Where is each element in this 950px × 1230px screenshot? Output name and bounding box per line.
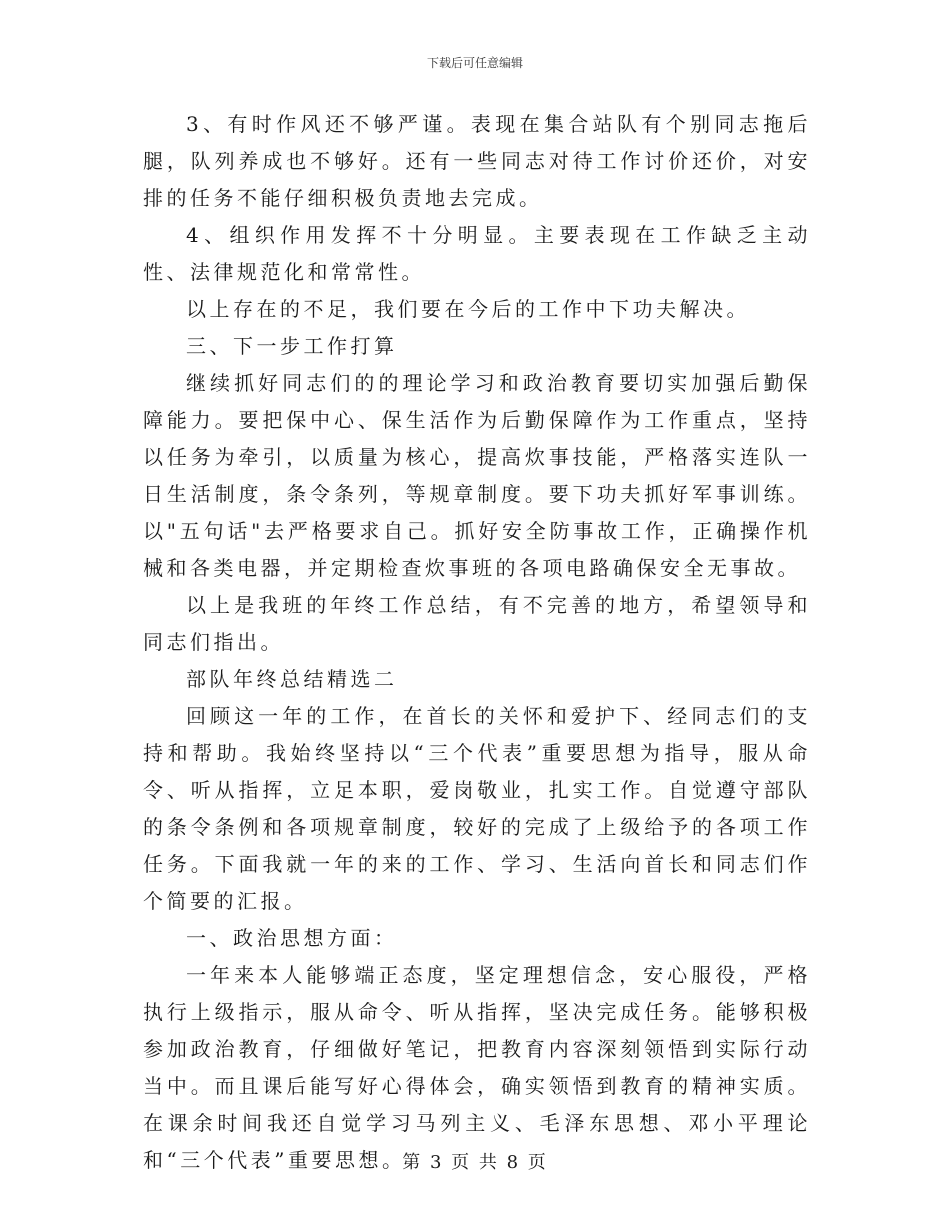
paragraph: 以上是我班的年终工作总结，有不完善的地方，希望领导和同志们指出。	[143, 593, 811, 654]
paragraph: 继续抓好同志们的的理论学习和政治教育要切实加强后勤保障能力。要把保中心、保生活作为后勤保障作为工作重点，坚持以任务为牵引，以质量为核心，提高炊事技能，严格落实连队一日生活制度，条令条列，等规章制度。要下功夫抓好军事训练。以"五句话"去严格要求自己。抓好安全防事故工作，正确操作机械和各类电器，并定期检查炊事班的各项电路确保安全无事故。	[143, 371, 811, 580]
article-title: 部队年终总结精选二	[186, 667, 398, 691]
document-body	[143, 106, 811, 1179]
page-number: 第 3 页 共 8 页	[402, 1152, 548, 1173]
paragraph: 回顾这一年的工作，在首长的关怀和爱护下、经同志们的支持和帮助。我始终坚持以“三个代表”重要思想为指导，服从命令、听从指挥，立足本职，爱岗敬业，扎实工作。自觉遵守部队的条令条例和各项规章制度，较好的完成了上级给予的各项工作任务。下面我就一年的来的工作、学习、生活向首长和同志们作个简要的汇报。	[143, 704, 811, 913]
paragraph: 一年来本人能够端正态度，坚定理想信念，安心服役，严格执行上级指示，服从命令、听从指挥，坚决完成任务。能够积极参加政治教育，仔细做好笔记，把教育内容深刻领悟到实际行动当中。而且课后能写好心得体会，确实领悟到教育的精神实质。在课余时间我还自觉学习马列主义、毛泽东思想、邓小平理论和“三个代表”重要思想。	[143, 963, 811, 1172]
section-heading: 一、政治思想方面：	[186, 926, 398, 950]
paragraph: 4、组织作用发挥不十分明显。主要表现在工作缺乏主动性、法律规范化和常常性。	[143, 223, 811, 284]
section-heading: 三、下一步工作打算	[186, 334, 398, 358]
header-note: 下载后可任意编辑	[426, 56, 523, 70]
paragraph: 以上存在的不足，我们要在今后的工作中下功夫解决。	[186, 297, 750, 321]
paragraph: 3、有时作风还不够严谨。表现在集合站队有个别同志拖后腿，队列养成也不够好。还有一些同志对待工作讨价还价，对安排的任务不能仔细积极负责地去完成。	[143, 112, 811, 210]
